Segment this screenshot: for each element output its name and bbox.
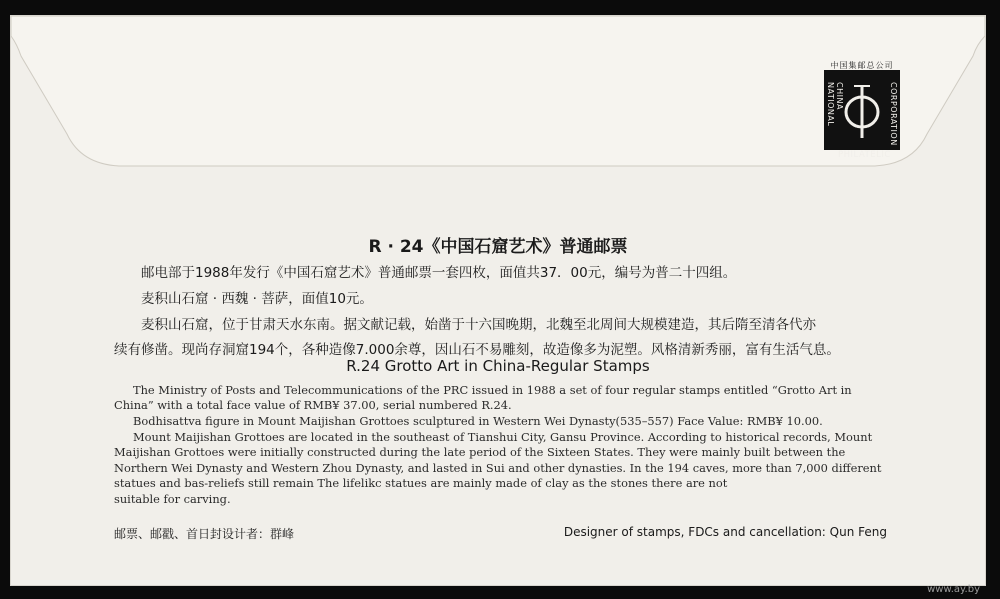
- logo-bottom-text: PHILATELIC: [838, 150, 891, 160]
- chinese-line-3: 麦积山石窟，位于甘肃天水东南。据文献记载，始凿于十六国晚期，北魏至北周间大规模建造，其后隋至清各代亦: [141, 317, 816, 333]
- english-line-7: statues and bas-reliefs still remain The lifelikc statues are mainly made of clay as the stones there are not: [114, 476, 728, 490]
- english-line-4: Mount Maijishan Grottoes are located in the southeast of Tianshui City, Gansu Province. According to historical records, Mount: [133, 430, 873, 444]
- designer-credit-english: Designer of stamps, FDCs and cancellation: Qun Feng: [563, 525, 887, 539]
- logo-top-text: 中国集邮总公司: [830, 61, 894, 70]
- english-line-5: Maijishan Grottoes were initially constructed during the late period of the Sixteen States. They were mainly built between the: [114, 445, 846, 459]
- designer-credit-chinese: 邮票、邮戳、首日封设计者：群峰: [114, 527, 295, 541]
- watermark: www.ay.by: [927, 584, 980, 595]
- logo-box: [824, 70, 900, 160]
- chinese-line-2: 麦积山石窟 · 西魏 · 菩萨，面值10元。: [141, 291, 373, 307]
- phi-glyph-icon: [842, 82, 882, 140]
- envelope-back: [10, 15, 986, 586]
- english-line-1: The Ministry of Posts and Telecommunications of the PRC issued in 1988 a set of four regular stamps entitled “Grotto Art in: [133, 383, 852, 397]
- english-line-6: Northern Wei Dynasty and Western Zhou Dynasty, and lasted in Sui and other dynasties. In the 194 caves, more than 7,000 different: [114, 461, 882, 475]
- logo-left-text: CHINA NATIONAL: [826, 82, 844, 127]
- english-title: R.24 Grotto Art in China-Regular Stamps: [346, 357, 650, 375]
- english-line-8: suitable for carving.: [114, 492, 231, 506]
- chinese-line-4: 续有修凿。现尚存洞窟194个，各种造像7.000余尊，因山石不易雕刻，故造像多为泥塑。风格清新秀丽，富有生活气息。: [114, 342, 840, 358]
- philatelic-corporation-logo: [816, 60, 908, 164]
- chinese-title: R · 24《中国石窟艺术》普通邮票: [368, 237, 628, 257]
- chinese-line-1: 邮电部于1988年发行《中国石窟艺术》普通邮票一套四枚，面值共37．00元，编号为普二十四组。: [141, 265, 737, 281]
- logo-right-text: CORPORATION: [889, 82, 898, 146]
- english-line-3: Bodhisattva figure in Mount Maijishan Grottoes sculptured in Western Wei Dynasty(535–557) Face Value: RMB¥ 10.00.: [133, 414, 823, 428]
- english-line-2: China” with a total face value of RMB¥ 37.00, serial numbered R.24.: [114, 398, 512, 412]
